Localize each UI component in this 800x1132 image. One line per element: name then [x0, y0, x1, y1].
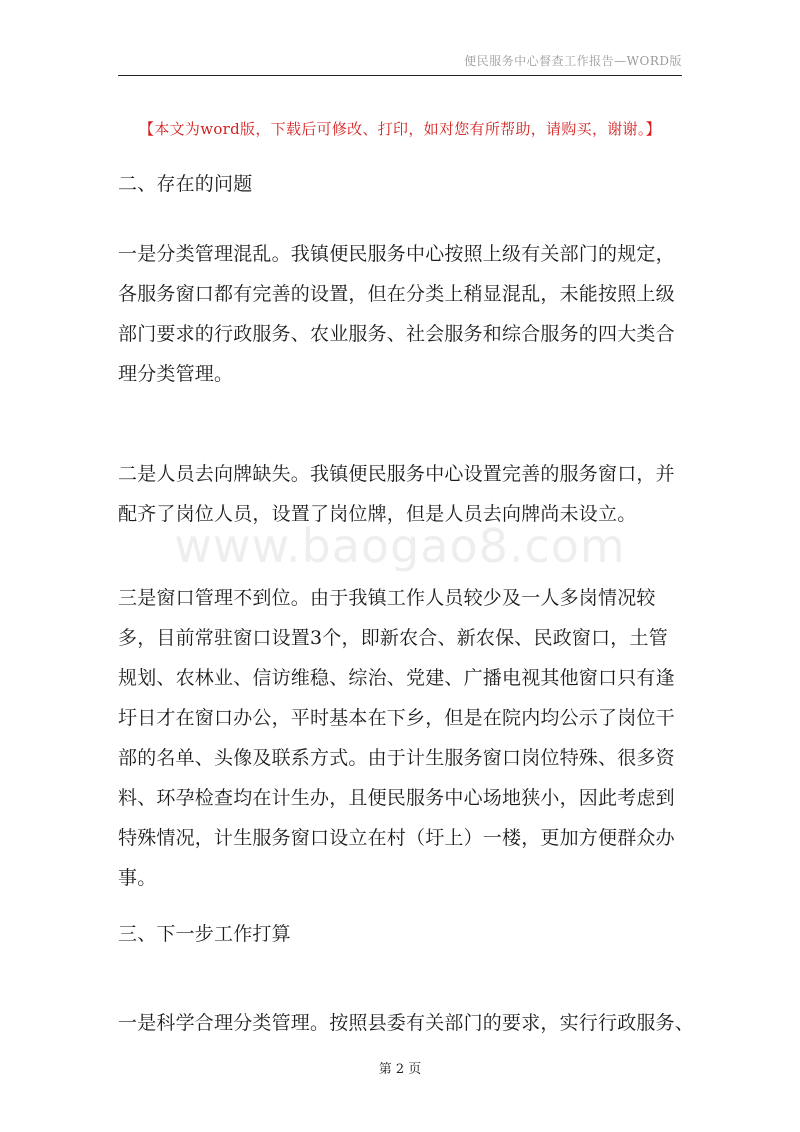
section-heading-problems: 二、存在的问题 [118, 173, 253, 195]
paragraph-classification: 一是分类管理混乱。我镇便民服务中心按照上级有关部门的规定，各服务窗口都有完善的设置，但在分类上稍显混乱，未能按照上级部门要求的行政服务、农业服务、社会服务和综合服务的四大类合理分类管理。 [118, 243, 675, 385]
paragraph-scientific-management: 一是科学合理分类管理。按照县委有关部门的要求，实行行政服务、 [118, 1012, 695, 1034]
header-divider [118, 75, 682, 76]
paragraph-window-management: 三是窗口管理不到位。由于我镇工作人员较少及一人多岗情况较多，目前常驻窗口设置3个，即新农合、新农保、民政窗口，土管规划、农林业、信访维稳、综治、党建、广播电视其他窗口只有逢圩日才在窗口办公，平时基本在下乡，但是在院内均公示了岗位干部的名单、头像及联系方式。由于计生服务窗口岗位特殊、很多资料、环孕检查均在计生办，且便民服务中心场地狭小，因此考虑到特殊情况，计生服务窗口设立在村（圩上）一楼，更加方便群众办事。 [118, 587, 675, 889]
page-header-title: 便民服务中心督查工作报告—WORD版 [464, 54, 682, 68]
page-number: 第 2 页 [378, 1062, 422, 1077]
download-notice: 【本文为word版，下载后可修改、打印，如对您有所帮助，请购买，谢谢。】 [139, 120, 661, 138]
section-heading-next-steps: 三、下一步工作打算 [118, 923, 291, 945]
watermark-text: www.baogao8.com [174, 519, 626, 573]
paragraph-direction-board: 二是人员去向牌缺失。我镇便民服务中心设置完善的服务窗口，并配齐了岗位人员，设置了岗位牌，但是人员去向牌尚未设立。 [118, 463, 675, 525]
